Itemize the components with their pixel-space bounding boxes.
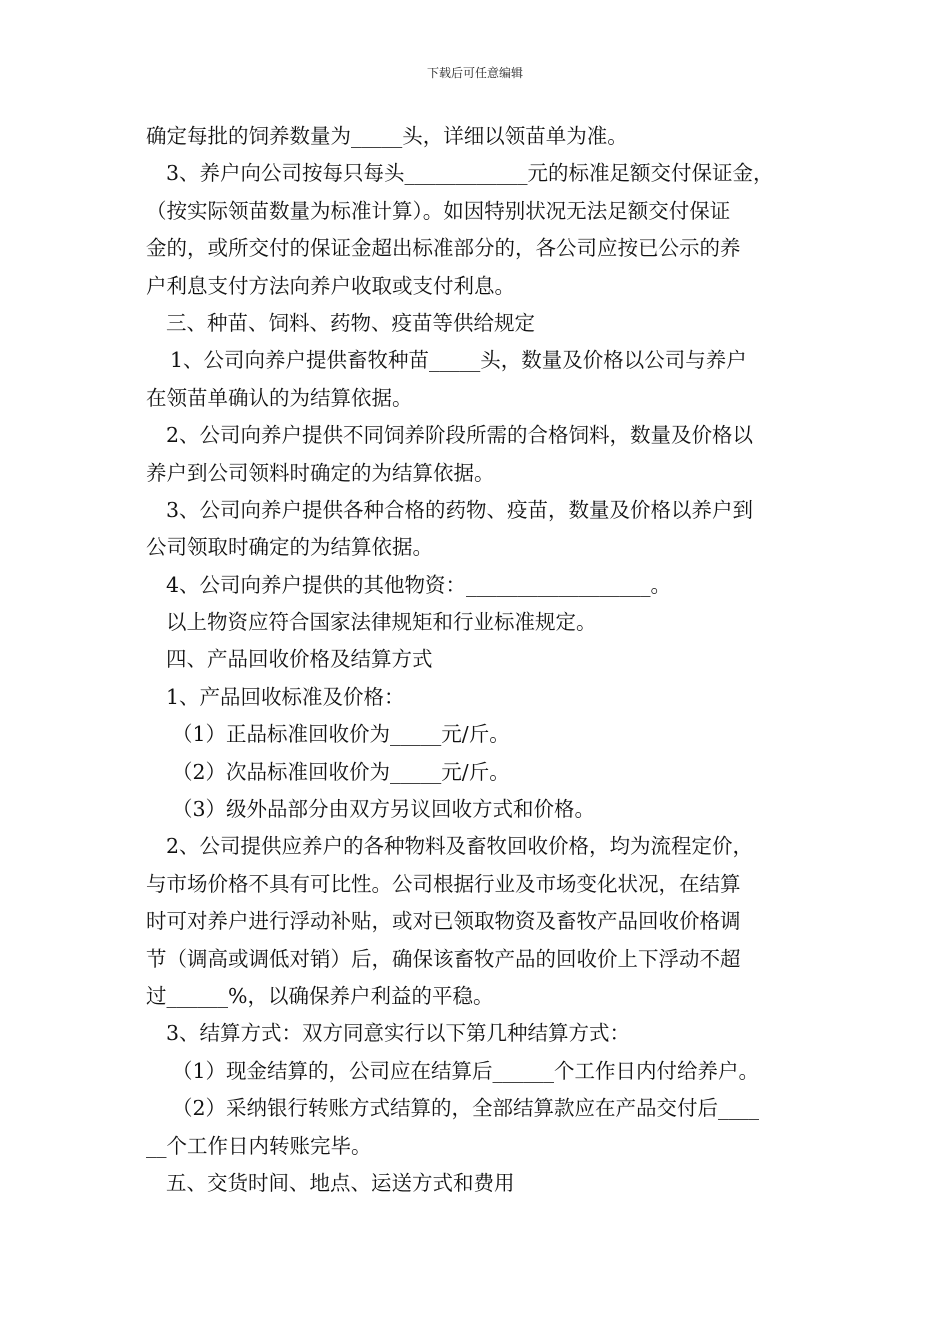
text-line: 时可对养户进行浮动补贴，或对已领取物资及畜牧产品回收价格调	[146, 909, 741, 934]
text-line: 公司领取时确定的为结算依据。	[146, 535, 433, 560]
text-line: （按实际领苗数量为标准计算）。如因特别状况无法足额交付保证	[146, 198, 731, 223]
text-line: 3、结算方式：双方同意实行以下第几种结算方式：	[166, 1021, 631, 1046]
text-line: 3、养户向公司按每只每头____________元的标准足额交付保证金，	[166, 161, 774, 186]
text-line: （2）次品标准回收价为_____元/斤。	[172, 759, 510, 784]
text-line: 1、产品回收标准及价格：	[166, 684, 405, 709]
text-line: __个工作日内转账完毕。	[146, 1133, 372, 1158]
document-body	[146, 118, 816, 1202]
text-line: 4、公司向养户提供的其他物资：__________________。	[166, 572, 672, 597]
text-line: 养户到公司领料时确定的为结算依据。	[146, 460, 495, 485]
text-line: 节（调高或调低对销）后，确保该畜牧产品的回收价上下浮动不超	[146, 946, 741, 971]
text-line: 2、公司向养户提供不同饲养阶段所需的合格饲料，数量及价格以	[166, 423, 754, 448]
page-header: 下载后可任意编辑	[426, 66, 523, 80]
text-line: 在领苗单确认的为结算依据。	[146, 385, 413, 410]
text-line: （3）级外品部分由双方另议回收方式和价格。	[172, 797, 596, 822]
text-line: （2）采纳银行转账方式结算的，全部结算款应在产品交付后____	[172, 1096, 760, 1121]
text-line: （1）现金结算的，公司应在结算后______个工作日内付给养户。	[172, 1058, 760, 1083]
text-line: 金的，或所交付的保证金超出标准部分的，各公司应按已公示的养	[146, 236, 741, 261]
text-line: 与市场价格不具有可比性。公司根据行业及市场变化状况，在结算	[146, 871, 741, 896]
text-line: 过______%，以确保养户利益的平稳。	[146, 983, 494, 1008]
text-line: 1、公司向养户提供畜牧种苗_____头，数量及价格以公司与养户	[170, 348, 747, 373]
text-line: 确定每批的饲养数量为_____头，详细以领苗单为准。	[146, 124, 628, 148]
text-line: 户利息支付方法向养户收取或支付利息。	[146, 273, 515, 298]
text-line: 3、公司向养户提供各种合格的药物、疫苗，数量及价格以养户到	[166, 497, 754, 522]
text-line: 2、公司提供应养户的各种物料及畜牧回收价格，均为流程定价，	[166, 834, 754, 859]
text-line: 四、产品回收价格及结算方式	[166, 647, 433, 672]
text-line: 三、种苗、饲料、药物、疫苗等供给规定	[166, 310, 535, 335]
text-line: 五、交货时间、地点、运送方式和费用	[166, 1170, 515, 1195]
text-line: 以上物资应符合国家法律规矩和行业标准规定。	[166, 610, 597, 635]
text-line: （1）正品标准回收价为_____元/斤。	[172, 722, 510, 747]
